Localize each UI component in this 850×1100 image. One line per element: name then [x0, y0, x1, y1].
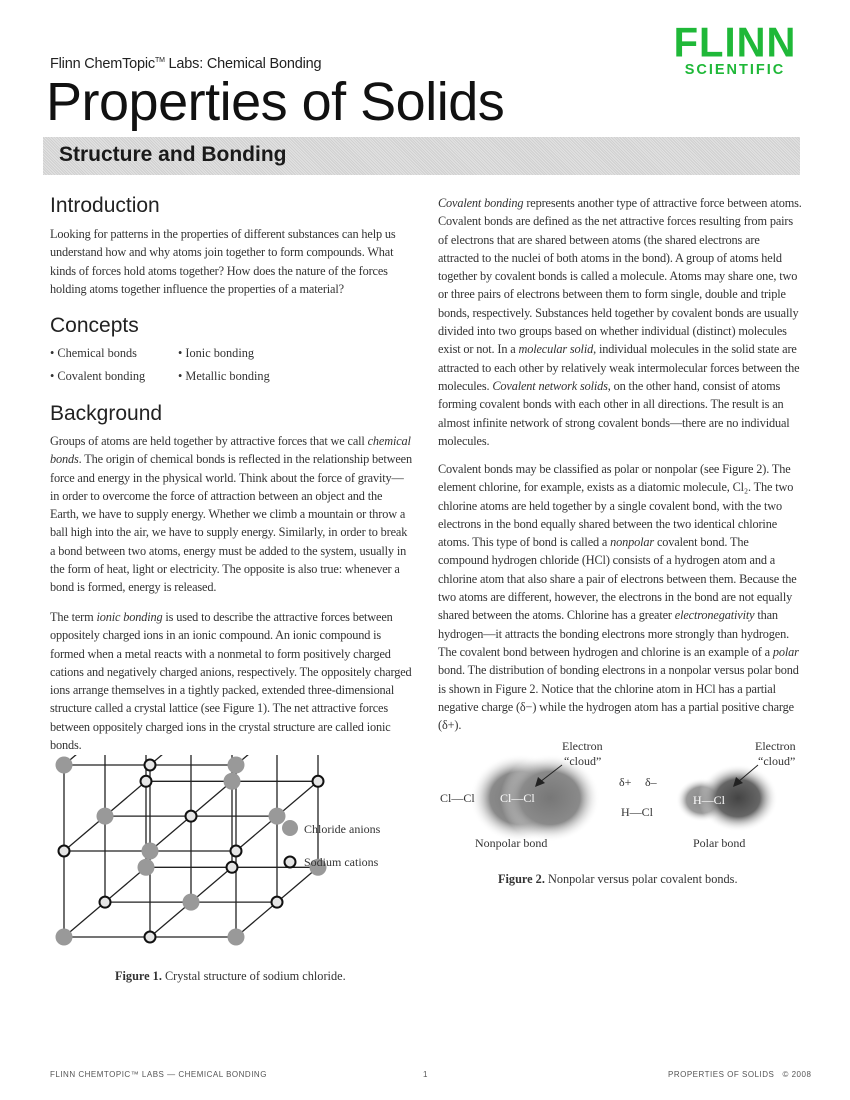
text-run: Groups of atoms are held together by attractive forces that we call	[50, 434, 368, 448]
heading-background: Background	[50, 402, 163, 425]
concept-item: • Ionic bonding	[178, 346, 255, 360]
legend-cation-swatch	[285, 857, 296, 868]
figure-1-caption	[115, 969, 346, 984]
series-subtitle: Labs: Chemical Bonding	[164, 56, 322, 72]
text-run: represents another type of attractive force between atoms. Covalent bonds are defined as the net attractive forces resulting from pairs of electrons that are shared between atoms (the shared electrons are attracted to the nuclei of both atoms in the bond). A group of atoms held together by covalent bonds is called a molecule. Atoms may share one, two or three pairs of electrons between them to form single, double and triple bonds, respectively. Substances held together by covalent bonds are usually divided into two groups based on whether individual (distinct) molecules exist or not. In a	[438, 196, 802, 357]
flinn-logo	[668, 19, 802, 78]
background-paragraph-3	[438, 194, 802, 450]
series-name: Flinn ChemTopic	[50, 56, 155, 72]
emphasized-term: molecular solid	[518, 342, 594, 357]
nonpolar-formula: Cl—Cl	[440, 791, 475, 805]
chloride-anion	[56, 929, 73, 946]
intro-paragraph	[50, 225, 412, 298]
chloride-anion	[224, 773, 241, 790]
concept-item: • Covalent bonding	[50, 369, 146, 383]
section-band-title: Structure and Bonding	[59, 143, 287, 166]
polar-label: Polar bond	[693, 836, 746, 850]
text-run: , individual molecules in the solid state are attracted to each other by relatively weak intermolecular forces between the molecules.	[438, 342, 800, 393]
polar-formula: H—Cl	[621, 805, 654, 819]
sodium-cation	[141, 776, 152, 787]
figure-1-caption-text: Crystal structure of sodium chloride.	[161, 969, 346, 983]
emphasized-term: chemical bonds	[50, 434, 411, 467]
legend-cation-label: Sodium cations	[304, 855, 379, 869]
emphasized-term: electronegativity	[674, 608, 755, 623]
figure-1-crystal-lattice	[40, 755, 400, 965]
text-run: . The origin of chemical bonds is reflected in the relationship between force and energy in the physical world. Think about the force of gravity—in order to overcome the force of attraction between an object and the Earth, we have to supply energy. Whether we climb a mountain or throw a ball high into the air, we have to supply energy. Similarly, in order to break a bond between two atoms, energy must be added to the system, usually in the form of heat, light or electricity. The opposite is also true: whenever a bond is formed, energy is released.	[50, 452, 412, 595]
sodium-cation	[186, 811, 197, 822]
heading-introduction: Introduction	[50, 194, 160, 217]
text-run: , on the other hand, consist of atoms forming covalent bonds with each other in all directions. The result is an almost infinite network of strong covalent bonds—there are no individual molecules.	[438, 378, 790, 448]
chloride-anion	[56, 757, 73, 774]
figure-2-caption-text: Nonpolar versus polar covalent bonds.	[544, 872, 738, 886]
text-run: covalent bond. The compound hydrogen chloride (HCl) consists of a hydrogen atom and a chlorine atom that also share a pair of electrons between them. Because the two atoms are different, however, the electrons in the bond are not equally shared between the atoms. Chlorine has a greater	[438, 535, 797, 623]
footer-left: FLINN CHEMTOPIC™ LABS — CHEMICAL BONDING	[50, 1070, 267, 1079]
figure-2-label: Figure 2.	[498, 872, 545, 886]
text-run: The term	[50, 610, 97, 624]
emphasized-term: Covalent network solids	[492, 378, 608, 393]
polar-cloud-formula: H—Cl	[693, 793, 726, 807]
text-run: Looking for patterns in the properties of different substances can help us understand how and why atoms join together to form compounds. What kinds of forces hold atoms together? How does the nature of the forces holding atoms together influence the properties of a material?	[50, 227, 396, 296]
electron-label: Electron	[755, 739, 796, 753]
delta-plus: δ+	[619, 775, 632, 789]
emphasized-term: ionic bonding	[96, 610, 163, 624]
chloride-anion	[269, 808, 286, 825]
trademark: TM	[155, 57, 165, 65]
sodium-cation	[145, 932, 156, 943]
chloride-anion	[183, 894, 200, 911]
text-run: bond. The distribution of bonding electrons in a nonpolar versus polar bond is shown in Figure 2. Notice that the chlorine atom in HCl has a partial negative charge (δ−) while the hydrogen atom has a partial positive charge (δ+).	[438, 663, 799, 733]
text-run: Covalent bonds may be classified as polar or nonpolar (see Figure 2). The element chlorine, for example, exists as a diatomic molecule, Cl₂. The two chlorine atoms are held together by a single covalent bond, with the two electrons in the bond equally shared between the two identical chlorine atoms. This type of bond is called a	[438, 462, 794, 550]
logo-line-2: SCIENTIFIC	[684, 62, 786, 78]
figure-2-bonds	[420, 730, 820, 860]
sodium-cation	[227, 862, 238, 873]
heading-concepts: Concepts	[50, 314, 139, 337]
page-title: Properties of Solids	[46, 72, 505, 132]
concept-item: • Chemical bonds	[50, 346, 137, 360]
chloride-anion	[138, 859, 155, 876]
figure-1-label: Figure 1.	[115, 969, 162, 983]
sodium-cation	[231, 846, 242, 857]
section-band	[43, 137, 800, 175]
sodium-cation	[100, 897, 111, 908]
sodium-cation	[145, 760, 156, 771]
background-paragraph-1	[50, 432, 412, 597]
footer-right: PROPERTIES OF SOLIDS © 2008	[668, 1070, 812, 1079]
lattice	[56, 755, 327, 946]
emphasized-term: polar	[772, 644, 799, 659]
nonpolar-cloud-formula: Cl—Cl	[500, 791, 535, 805]
chloride-anion	[97, 808, 114, 825]
chloride-anion	[142, 843, 159, 860]
background-paragraph-4	[438, 460, 802, 734]
logo-line-1: FLINN	[673, 19, 797, 67]
sodium-cation	[272, 897, 283, 908]
emphasized-term: Covalent bonding	[438, 196, 524, 210]
cloud-label: “cloud”	[564, 754, 602, 768]
chloride-anion	[228, 929, 245, 946]
electron-label: Electron	[562, 739, 603, 753]
emphasized-term: nonpolar	[610, 535, 655, 550]
nonpolar-label: Nonpolar bond	[475, 836, 548, 850]
legend-anion-swatch	[282, 820, 298, 836]
text-run: than hydrogen—it attracts the bonding electrons more strongly than hydrogen. The covalent bond between hydrogen and chlorine is an example of a	[438, 608, 789, 659]
text-run: is used to describe the attractive forces between oppositely charged ions in an ionic compound. An ionic compound is formed when a metal reacts with a nonmetal to form positively charged cations and negatively charged anions, respectively. The oppositely charged ions arrange themselves in a tightly packed, extended three-dimensional structure called a crystal lattice (see Figure 1). The net attractive forces between oppositely charged ions in the crystal structure are called ionic bonds.	[50, 610, 412, 753]
sodium-cation	[59, 846, 70, 857]
background-paragraph-2	[50, 608, 412, 754]
delta-minus: δ–	[645, 775, 657, 789]
page-number: 1	[423, 1070, 428, 1079]
concept-item: • Metallic bonding	[178, 369, 270, 383]
chloride-anion	[228, 757, 245, 774]
sodium-cation	[313, 776, 324, 787]
cloud-label: “cloud”	[758, 754, 796, 768]
figure-2-caption	[498, 872, 738, 887]
legend-anion-label: Chloride anions	[304, 822, 381, 836]
